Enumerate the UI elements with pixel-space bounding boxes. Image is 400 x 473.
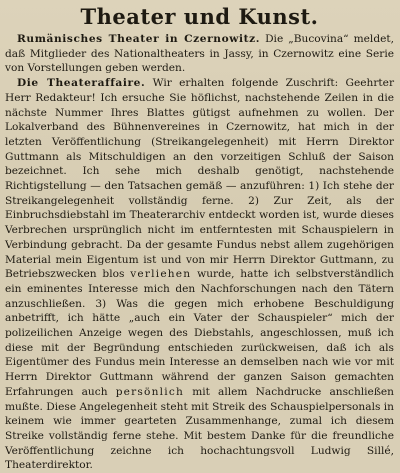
article-text: Wir erhalten folgende Zuschrift: Geehrter Herr Redakteur! Ich ersuche Sie höflichst, nachstehende Zeilen in die nächste Nummer Ihres Blattes gütigst aufnehmen zu wollen. Der Lokalverband des Bühnenvereines in Czernowitz, hat mich in der letzten Veröffentlichung (Streikangelegenheit) mit Herrn Direktor Guttmann als Mitschuldigen an den vorzeitigen Schluß der Saison bezeichnet. Ich sehe mich deshalb genötigt, nachstehende Richtigstellung — den Tatsachen gemäß — anzuführen: 1) Ich stehe der Streikangelegenheit vollständig ferne. 2) Zur Zeit, als der Einbruchsdiebstahl im Theaterarchiv entdeckt worden ist, wurde dieses Verbrechen ursprünglich nicht im entferntesten mit Schauspielern in Verbindung gebracht. Da der gesamte Fundus nebst allem zugehörigen Material mein Eigentum ist und von mir Herrn Direktor Guttmann, zu Betriebszwecken blos bbox=[5, 77, 395, 281]
article-text: wurde, hatte ich selbstverständlich ein eminentes Interesse mich den Nachforschungen nach den Tätern anzuschließen. 3) Was die gegen mich erhobene Beschuldigung anbetrifft, ich hätte „auch ein Vater der Schauspieler“ mich der polizeilichen Anzeige wegen des Diebstahls, angeschlossen, muß ich diese mit der Begründung entschieden zurückweisen, daß ich als Eigentümer des Fundus mein Interesse an demselben nach wie vor mit Herrn Direktor Guttmann während der ganzen Saison gemachten Erfahrungen auch bbox=[5, 268, 395, 398]
emphasis-text: verliehen bbox=[130, 268, 192, 281]
section-headline: Theater und Kunst. bbox=[80, 4, 319, 29]
article-text: mit allem Nachdrucke anschließen mußte. Diese Angelegenheit steht mit Streik des Schauspielpersonals in keinem wie immer gearteten Zusammenhange, zumal ich diesem Streike vollständig ferne stehe. Mit bestem Danke für die freundliche Veröffentlichung zeichne ich hochachtungsvoll Ludwig Sillé, Theaterdirektor. bbox=[5, 385, 394, 472]
article-lead: Die Theateraffaire. bbox=[17, 77, 146, 90]
article-romanian-theater bbox=[5, 32, 394, 76]
article-lead: Rumänisches Theater in Czernowitz. bbox=[17, 33, 261, 45]
emphasis-text: persönlich bbox=[115, 385, 184, 398]
article-text: Die „Bucovina“ meldet, daß Mitglieder des Nationaltheaters in Jassy, in Czernowitz eine Serie von Vorstellungen geben werden. bbox=[5, 33, 394, 75]
article-body bbox=[5, 32, 394, 473]
article-theater-affair bbox=[5, 76, 394, 473]
